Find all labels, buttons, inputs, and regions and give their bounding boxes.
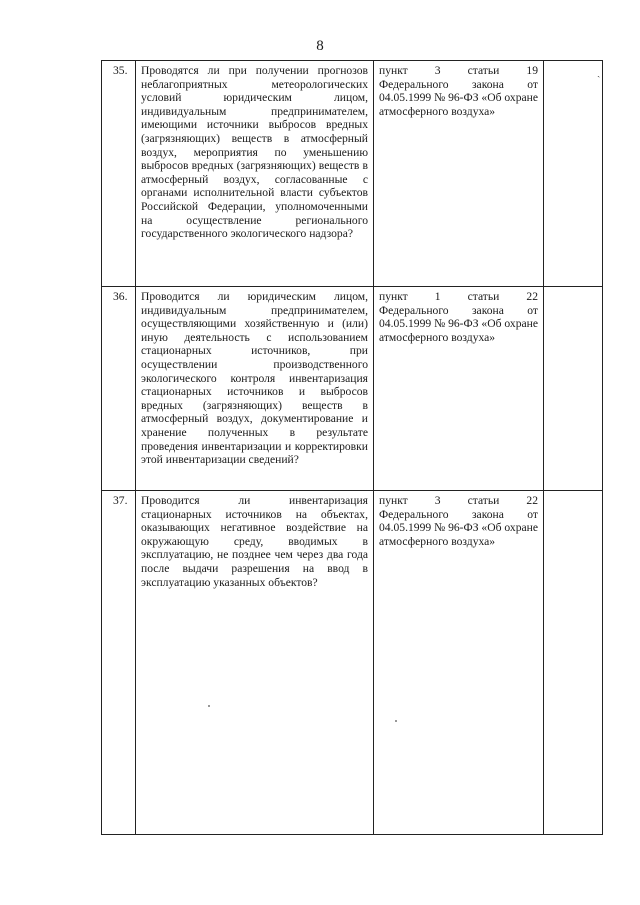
scan-speck — [208, 705, 210, 707]
margin-tick-mark: ˎ — [597, 67, 601, 78]
requirement-question: Проводится ли инвентаризация стационарных источников на объектах, оказывающих негативное воздействие на окружающую среду, вводимых в эксплуатацию, не позднее чем через два года после выдачи разрешения на ввод в эксплуатацию указанных объектов? — [136, 491, 374, 835]
notes-cell — [544, 287, 603, 491]
table-row — [102, 287, 603, 491]
row-number: 37. — [102, 491, 136, 835]
legal-reference: пункт 3 статьи 22 Федерального закона от 04.05.1999 № 96-ФЗ «Об охране атмосферного воздуха» — [374, 491, 544, 835]
table-row — [102, 61, 603, 287]
legal-reference: пункт 1 статьи 22 Федерального закона от 04.05.1999 № 96-ФЗ «Об охране атмосферного воздуха» — [374, 287, 544, 491]
requirement-question: Проводятся ли при получении прогнозов неблагоприятных метеорологических условий юридическим лицом, индивидуальным предпринимателем, имеющими источники выбросов вредных (загрязняющих) веществ в атмосферный воздух, мероприятия по уменьшению выбросов вредных (загрязняющих) веществ в атмосферный воздух, согласованные с органами исполнительной власти субъектов Российской Федерации, уполномоченными на осуществление регионального государственного экологического надзора? — [136, 61, 374, 287]
notes-cell — [544, 61, 603, 287]
checklist-table — [101, 60, 603, 835]
row-number: 36. — [102, 287, 136, 491]
notes-cell — [544, 491, 603, 835]
requirement-question: Проводится ли юридическим лицом, индивидуальным предпринимателем, осуществляющими хозяйственную и (или) иную деятельность с использованием стационарных источников, при осуществлении производственного экологического контроля инвентаризация стационарных источников и выбросов вредных (загрязняющих) веществ в атмосферный воздух, документирование и хранение полученных в результате проведения инвентаризации и корректировки этой инвентаризации сведений? — [136, 287, 374, 491]
scan-speck — [395, 720, 397, 722]
page-number: 8 — [316, 38, 324, 54]
table-row — [102, 491, 603, 835]
row-number: 35. — [102, 61, 136, 287]
legal-reference: пункт 3 статьи 19 Федерального закона от 04.05.1999 № 96-ФЗ «Об охране атмосферного воздуха» — [374, 61, 544, 287]
